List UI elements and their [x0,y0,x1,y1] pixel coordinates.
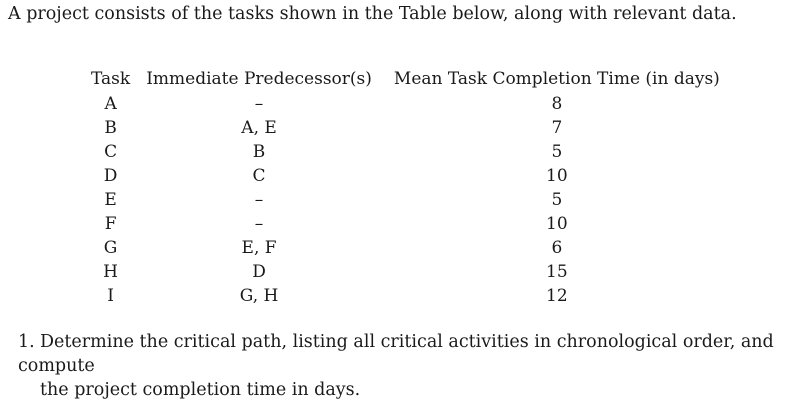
cell-predecessors: E, F [241,238,277,258]
cell-task: E [104,190,117,210]
cell-time: 10 [546,214,568,234]
task-table [83,66,728,308]
table-row [83,260,728,284]
cell-task: B [104,118,117,138]
cell-predecessors: A, E [241,118,277,138]
header-completion-time: Mean Task Completion Time (in days) [393,69,720,89]
question-text-1: Determine the critical path, listing all critical activities in chronological order, and compute [18,332,774,376]
question-line-1 [18,330,808,378]
table-row [83,116,728,140]
table-row [83,236,728,260]
cell-predecessors: C [252,166,266,186]
table-row [83,188,728,212]
cell-task: C [104,142,118,162]
cell-time: 10 [546,166,568,186]
cell-time: 8 [551,94,563,114]
table-row [83,140,728,164]
cell-time: 15 [546,262,568,282]
table-row [83,92,728,116]
question-item [18,330,808,402]
cell-predecessors: – [254,94,264,114]
question-text-2: the project completion time in days. [40,380,361,400]
cell-task: F [104,214,117,234]
table-row [83,212,728,236]
cell-predecessors: – [254,214,264,234]
question-number: 1. [18,332,35,352]
cell-predecessors: B [252,142,266,162]
cell-time: 5 [551,190,563,210]
table-row [83,164,728,188]
cell-task: H [103,262,118,282]
table-row [83,284,728,308]
cell-predecessors: D [252,262,266,282]
header-predecessors: Immediate Predecessor(s) [146,69,372,89]
cell-time: 12 [546,286,568,306]
cell-predecessors: G, H [239,286,279,306]
cell-task: I [107,286,114,306]
cell-task: A [104,94,117,114]
cell-time: 5 [551,142,563,162]
cell-task: G [103,238,118,258]
cell-time: 7 [551,118,563,138]
table-header-row [83,66,728,92]
cell-time: 6 [551,238,563,258]
cell-predecessors: – [254,190,264,210]
cell-task: D [103,166,118,186]
header-task: Task [91,69,131,89]
intro-text: A project consists of the tasks shown in the Table below, along with relevant data. [8,4,737,24]
